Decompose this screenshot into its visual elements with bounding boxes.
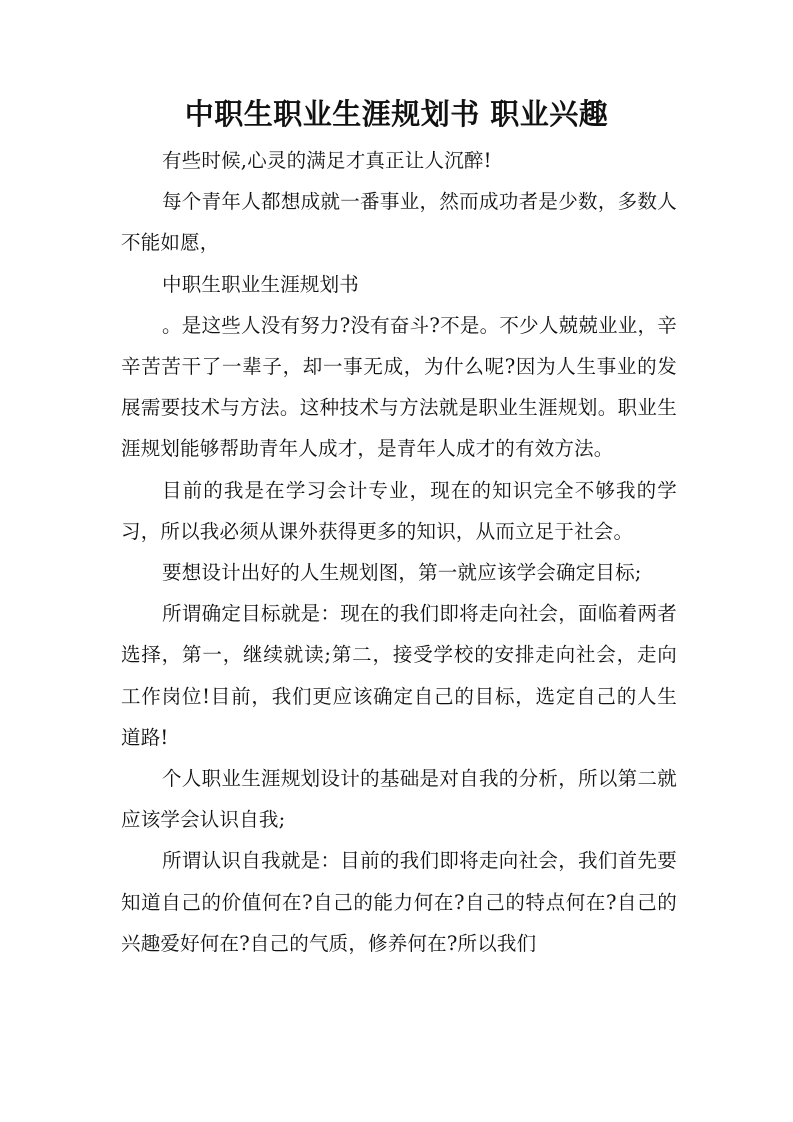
paragraph: 所谓确定目标就是：现在的我们即将走向社会，面临着两者选择，第一，继续就读;第二，接受学校的安排走向社会，走向工作岗位!目前，我们更应该确定自己的目标，选定自己的人生道路!	[121, 602, 677, 749]
paragraph: 有些时候,心灵的满足才真正让人沉醉!	[162, 149, 492, 172]
document-body	[121, 140, 677, 964]
paragraph: 要想设计出好的人生规划图，第一就应该学会确定目标;	[162, 561, 642, 585]
paragraph: 中职生职业生涯规划书	[162, 272, 360, 296]
paragraph: 每个青年人都想成就一番事业，然而成功者是少数，多数人不能如愿，	[121, 190, 677, 255]
paragraph: 所谓认识自我就是：目前的我们即将走向社会，我们首先要知道自己的价值何在?自己的能力何在?自己的特点何在?自己的兴趣爱好何在?自己的气质，修养何在?所以我们	[121, 849, 677, 955]
paragraph: 目前的我是在学习会计专业，现在的知识完全不够我的学习，所以我必须从课外获得更多的知识，从而立足于社会。	[121, 478, 677, 543]
document-title: 中职生职业生涯规划书 职业兴趣	[184, 97, 609, 131]
paragraph: 个人职业生涯规划设计的基础是对自我的分析，所以第二就应该学会认识自我;	[121, 767, 677, 832]
paragraph: 。是这些人没有努力?没有奋斗?不是。不少人兢兢业业，辛辛苦苦干了一辈子，却一事无成，为什么呢?因为人生事业的发展需要技术与方法。这种技术与方法就是职业生涯规划。职业生涯规划能够帮助青年人成才，是青年人成才的有效方法。	[121, 313, 677, 461]
